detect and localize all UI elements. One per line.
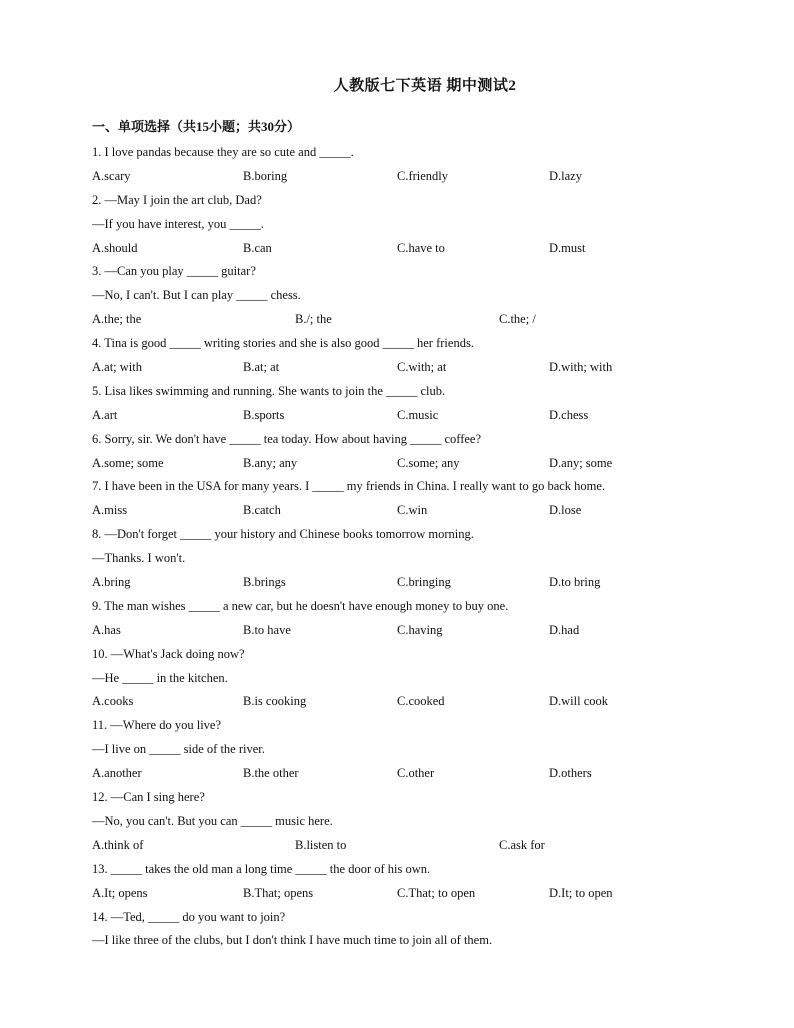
option-c[interactable]: C.cooked — [397, 694, 445, 709]
answer-options — [92, 762, 732, 786]
question-stem: 12. —Can I sing here? — [92, 790, 205, 805]
option-a[interactable]: A.scary — [92, 168, 131, 183]
option-b[interactable]: B.any; any — [243, 455, 298, 470]
option-b[interactable]: B.to have — [243, 622, 291, 637]
option-d[interactable]: D.chess — [549, 407, 589, 422]
answer-options — [92, 571, 732, 595]
option-c[interactable]: C.the; / — [499, 312, 536, 327]
question-stem: 4. Tina is good _____ writing stories and she is also good _____ her friends. — [92, 336, 474, 351]
question-dialogue-line: —He _____ in the kitchen. — [92, 670, 228, 685]
option-c[interactable]: C.win — [397, 503, 428, 518]
option-d[interactable]: D.with; with — [549, 360, 613, 375]
option-a[interactable]: A.another — [92, 766, 142, 781]
option-a[interactable]: A.think of — [92, 837, 144, 852]
answer-options — [92, 619, 732, 643]
option-d[interactable]: D.lose — [549, 503, 582, 518]
option-d[interactable]: D.must — [549, 240, 586, 255]
option-b[interactable]: B.at; at — [243, 360, 280, 375]
question-10 — [92, 643, 732, 715]
option-c[interactable]: C.having — [397, 622, 443, 637]
question-dialogue-line: —No, you can't. But you can _____ music here. — [92, 813, 333, 828]
option-b[interactable]: B.catch — [243, 503, 281, 518]
option-a[interactable]: A.should — [92, 240, 138, 255]
option-c[interactable]: C.music — [397, 407, 439, 422]
option-b[interactable]: B.listen to — [295, 837, 347, 852]
question-11 — [92, 714, 732, 786]
question-stem: 8. —Don't forget _____ your history and Chinese books tomorrow morning. — [92, 527, 474, 542]
question-1 — [92, 141, 732, 189]
option-b[interactable]: B.the other — [243, 766, 299, 781]
question-9 — [92, 595, 732, 643]
option-b[interactable]: B.sports — [243, 407, 285, 422]
option-c[interactable]: C.have to — [397, 240, 445, 255]
question-stem: 14. —Ted, _____ do you want to join? — [92, 909, 286, 924]
option-d[interactable]: D.will cook — [549, 694, 609, 709]
option-c[interactable]: C.friendly — [397, 168, 449, 183]
answer-options — [92, 404, 732, 428]
question-dialogue-line: —If you have interest, you _____. — [92, 216, 264, 231]
option-b[interactable]: B.That; opens — [243, 885, 314, 900]
question-dialogue-line: —I live on _____ side of the river. — [92, 742, 265, 757]
question-stem: 7. I have been in the USA for many years. I _____ my friends in China. I really want to go back home. — [92, 479, 606, 494]
question-13 — [92, 858, 732, 906]
question-stem: 2. —May I join the art club, Dad? — [92, 192, 262, 207]
option-b[interactable]: B.is cooking — [243, 694, 307, 709]
question-dialogue-line: —No, I can't. But I can play _____ chess. — [92, 288, 301, 303]
option-d[interactable]: D.any; some — [549, 455, 613, 470]
option-a[interactable]: A.cooks — [92, 694, 134, 709]
option-c[interactable]: C.other — [397, 766, 435, 781]
answer-options — [92, 308, 732, 332]
option-b[interactable]: B.brings — [243, 575, 286, 590]
question-2 — [92, 189, 732, 261]
section-heading: 一、单项选择（共15小题；共30分） — [92, 119, 301, 134]
option-a[interactable]: A.miss — [92, 503, 128, 518]
question-stem: 13. _____ takes the old man a long time _____ the door of his own. — [92, 861, 431, 876]
answer-options — [92, 690, 732, 714]
question-dialogue-line: —Thanks. I won't. — [92, 551, 186, 566]
question-4 — [92, 332, 732, 380]
option-b[interactable]: B.can — [243, 240, 272, 255]
option-a[interactable]: A.some; some — [92, 455, 164, 470]
question-stem: 1. I love pandas because they are so cute and _____. — [92, 145, 354, 159]
question-stem: 5. Lisa likes swimming and running. She wants to join the _____ club. — [92, 383, 446, 398]
question-5 — [92, 380, 732, 428]
option-c[interactable]: C.bringing — [397, 575, 451, 590]
option-b[interactable]: B.boring — [243, 168, 288, 183]
question-12 — [92, 786, 732, 858]
option-d[interactable]: D.others — [549, 766, 592, 781]
answer-options — [92, 165, 732, 189]
document-title: 人教版七下英语 期中测试2 — [333, 78, 517, 94]
option-a[interactable]: A.art — [92, 407, 118, 422]
question-stem: 6. Sorry, sir. We don't have _____ tea today. How about having _____ coffee? — [92, 431, 482, 446]
question-3 — [92, 260, 732, 332]
option-d[interactable]: D.It; to open — [549, 885, 613, 900]
question-7 — [92, 475, 732, 523]
answer-options — [92, 452, 732, 476]
question-14 — [92, 906, 732, 954]
question-stem: 10. —What's Jack doing now? — [92, 646, 245, 661]
answer-options — [92, 499, 732, 523]
option-d[interactable]: D.lazy — [549, 168, 582, 183]
answer-options — [92, 237, 732, 261]
option-c[interactable]: C.some; any — [397, 455, 460, 470]
option-c[interactable]: C.ask for — [499, 837, 545, 852]
question-dialogue-line: —I like three of the clubs, but I don't think I have much time to join all of them. — [92, 933, 493, 948]
question-6 — [92, 428, 732, 476]
option-a[interactable]: A.has — [92, 622, 121, 637]
option-d[interactable]: D.had — [549, 622, 580, 637]
answer-options — [92, 882, 732, 906]
question-stem: 9. The man wishes _____ a new car, but he doesn't have enough money to buy one. — [92, 598, 509, 613]
question-8 — [92, 523, 732, 595]
question-stem: 11. —Where do you live? — [92, 718, 222, 733]
answer-options — [92, 356, 732, 380]
option-a[interactable]: A.at; with — [92, 360, 142, 375]
question-stem: 3. —Can you play _____ guitar? — [92, 264, 256, 279]
option-a[interactable]: A.It; opens — [92, 885, 148, 900]
option-c[interactable]: C.with; at — [397, 360, 447, 375]
answer-options — [92, 834, 732, 858]
option-c[interactable]: C.That; to open — [397, 885, 476, 900]
question-list — [92, 141, 732, 953]
option-d[interactable]: D.to bring — [549, 575, 601, 590]
option-a[interactable]: A.the; the — [92, 312, 142, 327]
option-a[interactable]: A.bring — [92, 575, 131, 590]
option-b[interactable]: B./; the — [295, 312, 332, 327]
